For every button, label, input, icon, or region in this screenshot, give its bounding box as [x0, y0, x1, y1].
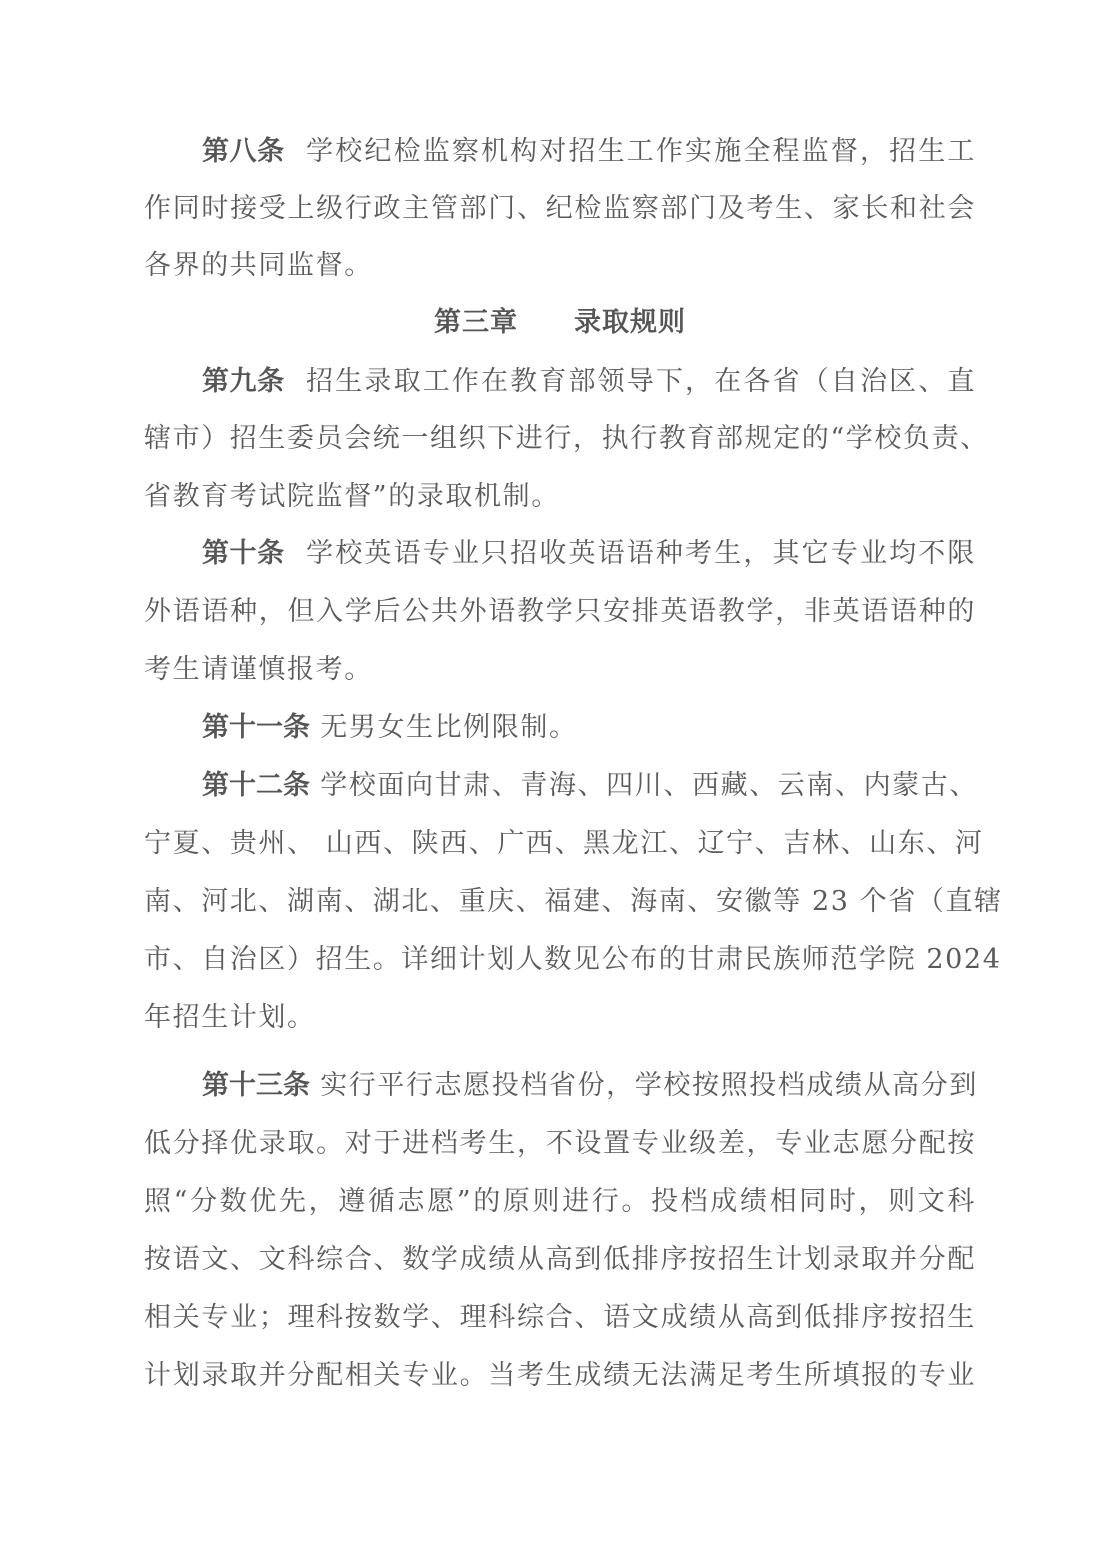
article-text: 招生录取工作在教育部领导下，在各省（自治区、直 — [306, 366, 976, 397]
article-line: 南、河北、湖南、湖北、重庆、福建、海南、安徽等 23 个省（直辖 — [144, 886, 1003, 917]
article-text: 学校纪检监察机构对招生工作实施全程监督，招生工 — [306, 136, 976, 167]
article-number: 第十条 — [202, 538, 285, 569]
article-number: 第八条 — [202, 136, 285, 167]
article-line: 年招生计划。 — [144, 1002, 316, 1033]
article-number: 第十二条 — [202, 770, 310, 801]
article-text: 实行平行志愿投档省份，学校按照投档成绩从高分到 — [320, 1070, 978, 1101]
article-line: 照“分数优先，遵循志愿”的原则进行。投档成绩相同时，则文科 — [144, 1186, 976, 1217]
article-text: 无男女生比例限制。 — [320, 712, 578, 743]
article-line: 低分择优录取。对于进档考生，不设置专业级差，专业志愿分配按 — [144, 1128, 976, 1159]
chapter-number: 第三章 — [434, 307, 518, 338]
article-line: 外语语种，但入学后公共外语教学只安排英语教学，非英语语种的 — [144, 596, 976, 627]
article-line — [144, 1068, 976, 1104]
article-line — [144, 768, 976, 804]
article-line: 宁夏、贵州、 山西、陕西、广西、黑龙江、辽宁、吉林、山东、河 — [144, 828, 984, 859]
article-line — [144, 536, 976, 572]
article-line: 按语文、文科综合、数学成绩从高到低排序按招生计划录取并分配 — [144, 1244, 976, 1275]
article-line: 省教育考试院监督”的录取机制。 — [144, 481, 560, 512]
article-line: 辖市）招生委员会统一组织下进行，执行教育部规定的“学校负责、 — [144, 423, 989, 454]
article-line: 计划录取并分配相关专业。当考生成绩无法满足考生所填报的专业 — [144, 1360, 976, 1391]
article-text: 学校面向甘肃、青海、四川、西藏、云南、内蒙古、 — [320, 770, 978, 801]
chapter-heading — [144, 305, 976, 341]
article-number: 第九条 — [202, 366, 285, 397]
article-line — [144, 710, 976, 746]
article-line: 作同时接受上级行政主管部门、纪检监察部门及考生、家长和社会 — [144, 193, 976, 224]
article-number: 第十一条 — [202, 712, 310, 743]
article-line: 各界的共同监督。 — [144, 250, 373, 281]
article-number: 第十三条 — [202, 1070, 310, 1101]
article-text: 学校英语专业只招收英语语种考生，其它专业均不限 — [306, 538, 976, 569]
article-line — [144, 364, 976, 400]
article-line — [144, 134, 976, 170]
chapter-title: 录取规则 — [574, 307, 686, 338]
article-line: 市、自治区）招生。详细计划人数见公布的甘肃民族师范学院 2024 — [144, 944, 1002, 975]
article-line: 考生请谨慎报考。 — [144, 654, 373, 685]
article-line: 相关专业；理科按数学、理科综合、语文成绩从高到低排序按招生 — [144, 1302, 976, 1333]
